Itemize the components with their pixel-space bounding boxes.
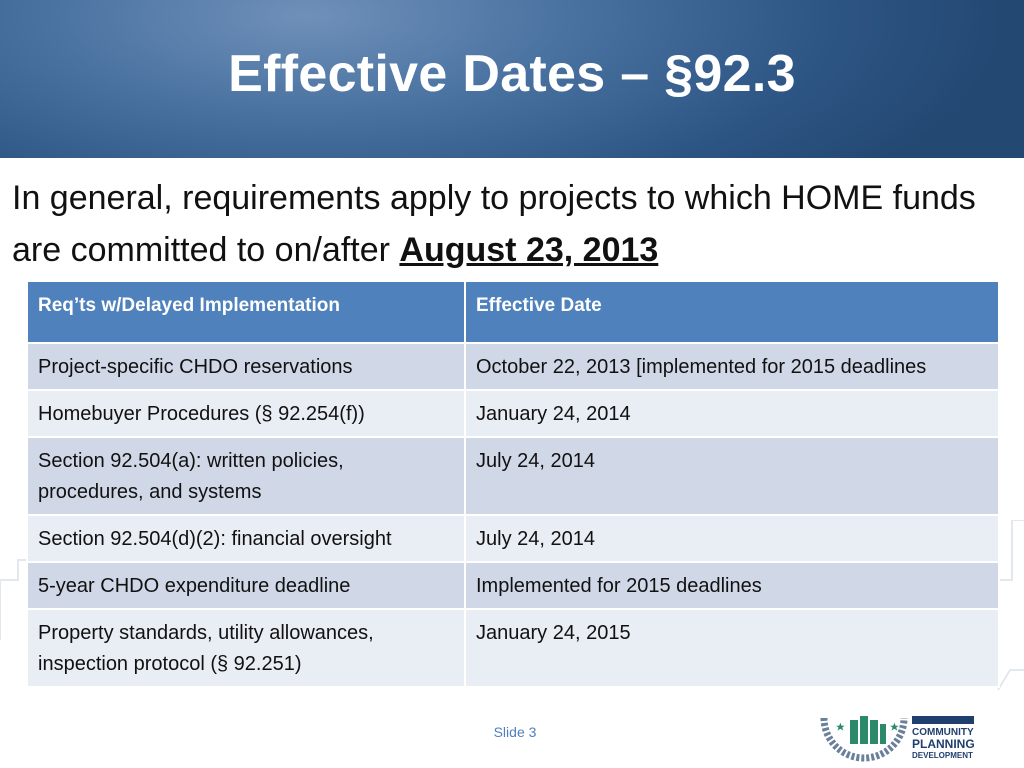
cpd-line-3: DEVELOPMENT: [912, 751, 973, 760]
cell-requirement: Section 92.504(a): written policies, procedures, and systems: [27, 437, 465, 515]
table-header-row: [27, 281, 999, 343]
cell-date: January 24, 2014: [465, 390, 999, 437]
cpd-line-2: PLANNING: [912, 737, 975, 751]
table-row: [27, 609, 999, 687]
header-requirement: Req’ts w/Delayed Implementation: [27, 281, 465, 343]
cell-requirement: 5-year CHDO expenditure deadline: [27, 562, 465, 609]
table-row: [27, 343, 999, 390]
table-row: [27, 562, 999, 609]
table-row: [27, 515, 999, 562]
cell-date: October 22, 2013 [implemented for 2015 deadlines: [465, 343, 999, 390]
table-row: [27, 390, 999, 437]
header-effective-date: Effective Date: [465, 281, 999, 343]
cell-requirement: Section 92.504(d)(2): financial oversight: [27, 515, 465, 562]
cell-requirement: Project-specific CHDO reservations: [27, 343, 465, 390]
cell-date: July 24, 2014: [465, 437, 999, 515]
hud-seal-icon: [824, 716, 904, 758]
intro-date: August 23, 2013: [399, 231, 659, 269]
intro-text: In general, requirements apply to projects to which HOME funds are committed to on/after: [12, 179, 976, 269]
slide-title: Effective Dates – §92.3: [228, 45, 796, 103]
slide-number: Slide 3: [493, 724, 537, 740]
cpd-line-1: COMMUNITY: [912, 727, 974, 738]
cell-date: July 24, 2014: [465, 515, 999, 562]
table-row: [27, 437, 999, 515]
cell-date: Implemented for 2015 deadlines: [465, 562, 999, 609]
cell-requirement: Property standards, utility allowances, inspection protocol (§ 92.251): [27, 609, 465, 687]
intro-paragraph: [12, 172, 1022, 276]
requirements-table: [26, 280, 1000, 688]
cpd-logo-text: [912, 727, 975, 761]
cpd-bar-icon: [912, 716, 974, 724]
title-banner: [0, 0, 1024, 158]
cell-requirement: Homebuyer Procedures (§ 92.254(f)): [27, 390, 465, 437]
cell-date: January 24, 2015: [465, 609, 999, 687]
